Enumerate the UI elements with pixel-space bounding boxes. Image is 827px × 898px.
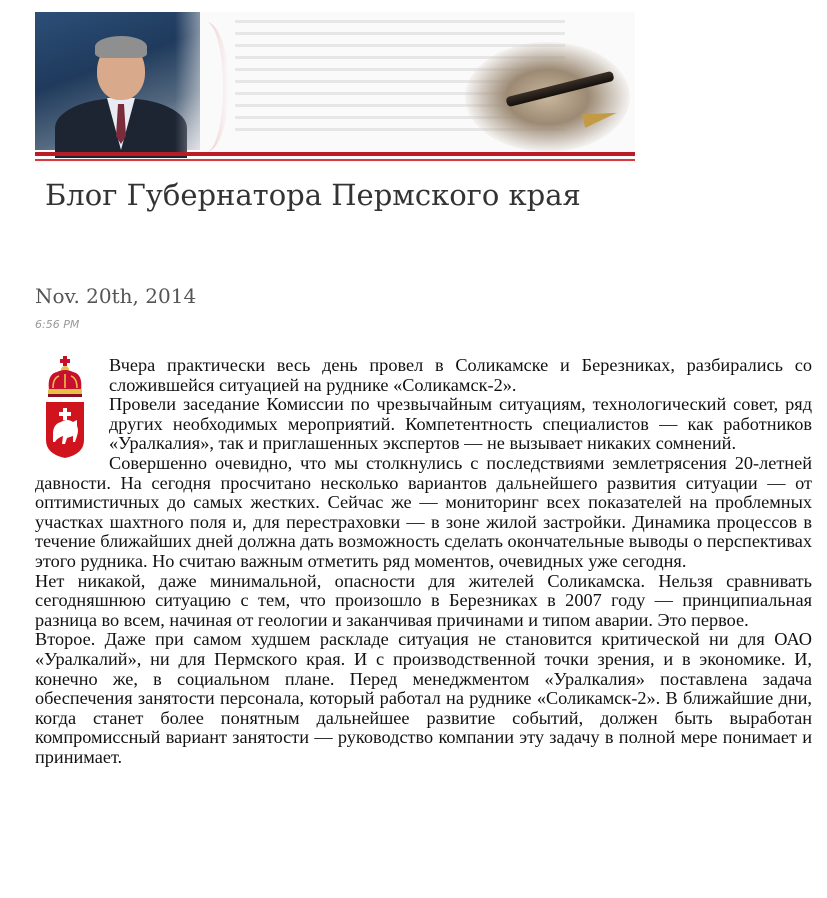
- banner-fade: [175, 12, 235, 152]
- blog-title[interactable]: Блог Губернатора Пермского края: [45, 178, 581, 212]
- perm-krai-coat-of-arms-icon: [43, 356, 87, 460]
- post-paragraph: Вчера практически весь день провел в Соликамске и Березниках, разбирались со сложившейся ситуацией на руднике «Соликамск-2».: [109, 355, 812, 395]
- portrait-hair: [95, 36, 147, 58]
- shield-icon: [46, 402, 84, 458]
- post-paragraph: Провели заседание Комиссии по чрезвычайным ситуациям, технологический совет, ряд других необходимых мероприятий. Компетентность специалистов — как работников «Уралкалия», так и приглашенных экспертов — не вызывает никаких сомнений.: [109, 394, 812, 454]
- post-date: Nov. 20th, 2014: [35, 284, 197, 308]
- post-body: [35, 356, 812, 767]
- post-paragraph: Нет никакой, даже минимальной, опасности для жителей Соликамска. Нельзя сравнивать сегодняшнюю ситуацию с тем, что произошло в Березниках в 2007 году — принципиальная разница во всем, начиная от геологии и заканчивая причинами и типом аварии. Это первое.: [35, 570, 812, 630]
- banner-red-stripe-thin: [35, 159, 635, 161]
- post-time[interactable]: 6:56 PM: [35, 318, 80, 331]
- post-paragraph: Совершенно очевидно, что мы столкнулись с последствиями землетрясения 20-летней давности. На сегодня просчитано несколько вариантов дальнейшего развития ситуации — от оптимистичных до самых жестких. Сейчас же — мониторинг всех показателей на проблемных участках шахтного поля и, для перестраховки — в зоне жилой застройки. Динамика процессов в течение ближайших дней должна дать возможность сделать окончательные выводы о перспективах этого рудника. Но считаю важным отметить ряд моментов, очевидных уже сегодня.: [35, 452, 812, 571]
- banner-red-stripe: [35, 152, 635, 156]
- header-banner[interactable]: [35, 12, 635, 162]
- crown-icon: [48, 356, 82, 397]
- post-paragraph: Второе. Даже при самом худшем раскладе ситуация не становится критической ни для ОАО «Уралкалий», ни для Пермского края. И с производственной точки зрения, и в экономике. И, конечно же, в социальном плане. Перед менеджментом «Уралкалия» поставлена задача обеспечения занятости персонала, который работал на руднике «Соликамск-2». В ближайшие дни, когда станет более понятным дальнейшее развитие событий, должен быть выработан компромиссный вариант занятости — руководство компании эту задачу в полной мере понимает и принимает.: [35, 629, 812, 767]
